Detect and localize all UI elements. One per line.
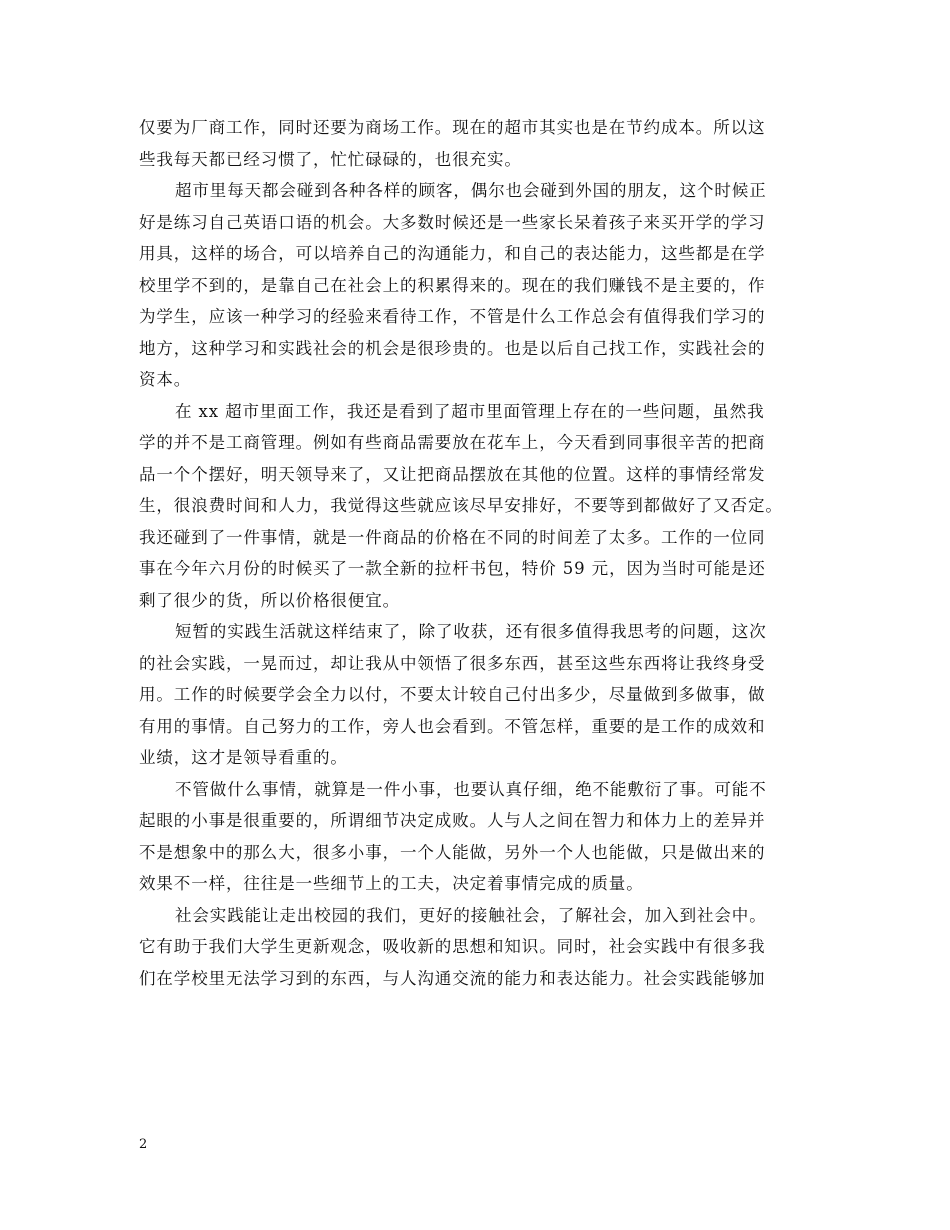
text-line: 的社会实践，一晃而过，却让我从中领悟了很多东西，甚至这些东西将让我终身受 [139,653,766,673]
text-line: 不管做什么事情，就算是一件小事，也要认真仔细，绝不能敷衍了事。可能不 [175,779,767,799]
text-line: 地方，这种学习和实践社会的机会是很珍贵的。也是以后自己找工作，实践社会的 [139,338,766,358]
text-line: 我还碰到了一件事情，就是一件商品的价格在不同的时间差了太多。工作的一位同 [139,527,766,547]
text-line: 事在今年六月份的时候买了一款全新的拉杆书包，特价 59 元，因为当时可能是还 [139,559,766,578]
text-line: 起眼的小事是很重要的，所谓细节决定成败。人与人之间在智力和体力上的差异并 [139,811,766,830]
text-line: 有用的事情。自己努力的工作，旁人也会看到。不管怎样，重要的是工作的成效和 [139,716,766,736]
text-line: 为学生，应该一种学习的经验来看待工作，不管是什么工作总会有值得我们学习的 [139,307,766,326]
text-line: 在 xx 超市里面工作，我还是看到了超市里面管理上存在的一些问题，虽然我 [175,401,765,421]
text-line: 业绩，这才是领导看重的。 [139,748,348,767]
text-line: 些我每天都已经习惯了，忙忙碌碌的，也很充实。 [139,149,522,169]
text-line: 品一个个摆好，明天领导来了，又让把商品摆放在其他的位置。这样的事情经常发 [139,464,766,484]
text-line: 资本。 [139,370,192,389]
page-number: 2 [139,1137,148,1152]
text-line: 剩了很少的货，所以价格很便宜。 [139,590,400,610]
text-line: 学的并不是工商管理。例如有些商品需要放在花车上，今天看到同事很辛苦的把商 [139,433,766,452]
text-line: 超市里每天都会碰到各种各样的顾客，偶尔也会碰到外国的朋友，这个时候正 [175,181,767,200]
text-line: 社会实践能让走出校园的我们，更好的接触社会，了解社会，加入到社会中。 [175,905,767,925]
text-line: 们在学校里无法学习到的东西，与人沟通交流的能力和表达能力。社会实践能够加 [139,968,766,988]
text-line: 生，很浪费时间和人力，我觉得这些就应该尽早安排好，不要等到都做好了又否定。 [139,496,783,515]
text-line: 校里学不到的，是靠自己在社会上的积累得来的。现在的我们赚钱不是主要的，作 [139,275,766,295]
text-line: 用具，这样的场合，可以培养自己的沟通能力，和自己的表达能力，这些都是在学 [139,244,766,263]
text-line: 它有助于我们大学生更新观念，吸收新的思想和知识。同时，社会实践中有很多我 [139,937,766,956]
body-text [139,112,815,994]
text-line: 好是练习自己英语口语的机会。大多数时候还是一些家长呆着孩子来买开学的学习 [139,212,766,232]
text-line: 不是想象中的那么大，很多小事，一个人能做，另外一个人也能做，只是做出来的 [139,842,766,862]
text-line: 短暂的实践生活就这样结束了，除了收获，还有很多值得我思考的问题，这次 [175,622,767,641]
text-line: 用。工作的时候要学会全力以付，不要太计较自己付出多少，尽量做到多做事，做 [139,685,766,704]
text-line: 仅要为厂商工作，同时还要为商场工作。现在的超市其实也是在节约成本。所以这 [139,118,766,137]
text-line: 效果不一样，往往是一些细节上的工夫，决定着事情完成的质量。 [139,874,644,893]
